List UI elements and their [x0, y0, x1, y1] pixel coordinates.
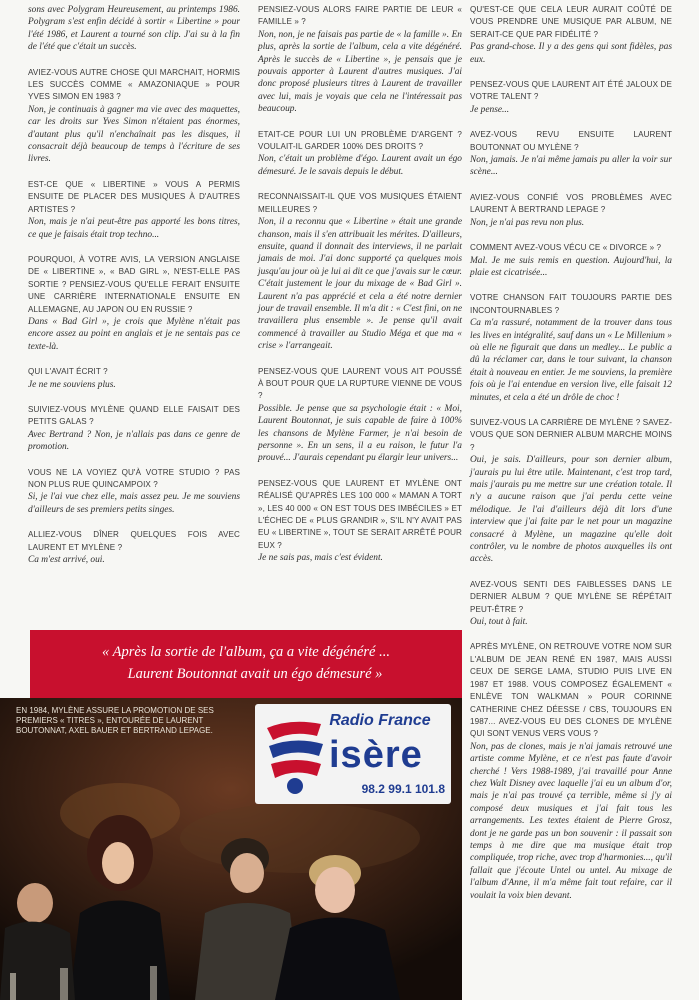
qa-block [258, 4, 462, 116]
interview-answer: Dans « Bad Girl », je crois que Mylène n'était pas encore assez au point en anglais et je ne sentais pas ce texte-là. [28, 316, 240, 352]
interview-question: SUIVIEZ-VOUS MYLÈNE QUAND ELLE FAISAIT DES PETITS GALAS ? [28, 404, 240, 427]
sign-frequencies: 98.2 99.1 101.8 [361, 782, 445, 796]
qa-block [470, 641, 672, 902]
qa-block [470, 4, 672, 66]
column-middle [258, 4, 462, 578]
radio-sign [255, 704, 451, 804]
interview-question: VOUS NE LA VOYIEZ QU'À VOTRE STUDIO ? PAS NON PLUS RUE QUINCAMPOIX ? [28, 467, 240, 489]
qa-block [470, 192, 672, 229]
pull-quote-line: « Après la sortie de l'album, ça a vite dégénéré ... [102, 644, 390, 660]
interview-answer: Ca m'a rassuré, notamment de la trouver dans tous les lives en intégralité, sauf dans un « Le Millenium » où elle ne figurait que dans un medley... Le public a dû la réclamer car, dans le tour suivant, la chanson était à nouveau en entier. Je me souviens, la première fois où je l'ai entendue en version live, elle faisait 12 minutes, et cela a été un drôle de choc ! [470, 318, 672, 403]
qa-block [28, 254, 240, 353]
interview-question: PENSIEZ-VOUS ALORS FAIRE PARTIE DE LEUR « FAMILLE » ? [258, 5, 462, 27]
interview-answer: Je pense... [470, 104, 510, 115]
interview-question: AVEZ-VOUS REVU ENSUITE LAURENT BOUTONNAT OU MYLÈNE ? [470, 130, 672, 152]
qa-block [470, 79, 672, 116]
qa-block [28, 404, 240, 454]
intro-paragraph: sons avec Polygram Heureusement, au printemps 1986. Polygram s'est enfin décidé à sortir « Libertine » pour l'été 1986, et Laurent a tourné son clip. J'ai su à la fin de l'été que c'était un succès. [28, 5, 240, 53]
interview-question: AVIEZ-VOUS CONFIÉ VOS PROBLÈMES AVEC LAURENT À BERTRAND LEPAGE ? [470, 192, 672, 215]
qa-block [470, 129, 672, 179]
interview-question: COMMENT AVEZ-VOUS VÉCU CE « DIVORCE » ? [470, 243, 662, 253]
interview-question: AVEZ-VOUS SENTI DES FAIBLESSES DANS LE DERNIER ALBUM ? QUE MYLÈNE SE RÉPÉTAIT PEUT-ÊTRE ? [470, 579, 672, 614]
interview-answer: Non, pas de clones, mais je n'ai jamais retrouvé une artiste comme Mylène, et ce n'est pas faute d'avoir cherché ! Vers 1988-1989, j'ai travaillé pour Anne chez Walt Disney avec laquelle j'ai eu un album d'or, mais je n'ai pas trouvé ça terrible, même si j'y ai composé deux musiques et j'ai fait tous les arrangements. Les textes étaient de Pierre Grosz, dont je ne garde pas un bon souvenir : il passait son temps à me dire que ma musique était trop compliquée, trop riche, avec trop d'harmonies..., qu'il fallait que j'écoute Untel ou untel. Au mixage de l'album d'Anne, il m'a même fait tout refaire, car il voulait la voix bien devant. [470, 741, 672, 901]
column-left [28, 4, 240, 579]
interview-answer: Si, je l'ai vue chez elle, mais assez peu. Je me souviens d'ailleurs de ses premiers petits singes. [28, 492, 240, 515]
column-right [470, 4, 672, 915]
interview-answer: Non, je n'ai pas revu non plus. [470, 217, 585, 228]
qa-block [470, 242, 672, 279]
qa-block [28, 467, 240, 517]
interview-answer: Non, je continuais à gagner ma vie avec des maquettes, car les droits sur Yves Simon n'étaient pas énormes, d'autant plus qu'il n'enchaînait pas les disques, il consacrait déjà beaucoup de temps à l'écriture de ses livres. [28, 104, 240, 165]
interview-question: SUIVEZ-VOUS LA CARRIÈRE DE MYLÈNE ? SAVEZ-VOUS QUE SON DERNIER ALBUM MARCHE MOINS ? [470, 417, 672, 452]
interview-question: QUI L'AVAIT ÉCRIT ? [28, 367, 108, 377]
sign-station: isère [329, 734, 423, 776]
interview-question: PENSEZ-VOUS QUE LAURENT ET MYLÈNE ONT RÉALISÉ QU'APRÈS LES 100 000 « MAMAN A TORT », LES 40 000 « ON EST TOUS DES IMBÉCILES » ET L'ÉCHEC DE « PLUS GRANDIR », S'IL N'Y AVAIT PAS EU « LIBERTINE », TOUT SE SERAIT ARRÊTÉ POUR EUX ? [258, 478, 462, 550]
pull-quote-line: Laurent Boutonnat avait un égo démesuré » [127, 666, 383, 682]
interview-question: VOTRE CHANSON FAIT TOUJOURS PARTIE DES INCONTOURNABLES ? [470, 293, 672, 315]
qa-block [258, 478, 462, 565]
interview-answer: Pas grand-chose. Il y a des gens qui sont fidèles, pas eux. [470, 42, 672, 65]
interview-question: AVIEZ-VOUS AUTRE CHOSE QUI MARCHAIT, HORMIS LES SUCCÈS COMME « AMAZONIAQUE » POUR YVES SIMON EN 1983 ? [28, 67, 240, 102]
interview-question: RECONNAISSAIT-IL QUE VOS MUSIQUES ÉTAIENT MEILLEURES ? [258, 192, 462, 214]
interview-answer: Mal. Je me suis remis en question. Aujourd'hui, la plaie est cicatrisée... [470, 255, 672, 278]
interview-question: ALLIEZ-VOUS DÎNER QUELQUES FOIS AVEC LAURENT ET MYLÈNE ? [28, 530, 240, 552]
qa-block [470, 579, 672, 629]
pull-quote [30, 630, 462, 698]
qa-block [258, 366, 462, 465]
concert-photo [0, 698, 462, 1000]
qa-block [470, 417, 672, 566]
interview-question: QU'EST-CE QUE CELA LEUR AURAIT COÛTÉ DE VOUS PRENDRE UNE MUSIQUE PAR ALBUM, NE SERAIT-CE QUE PAR FIDÉLITÉ ? [470, 5, 672, 39]
interview-answer: Ca m'est arrivé, oui. [28, 555, 105, 566]
qa-block [258, 129, 462, 179]
interview-question: ETAIT-CE POUR LUI UN PROBLÈME D'ARGENT ? VOULAIT-IL GARDER 100% DES DROITS ? [258, 129, 462, 152]
interview-answer: Possible. Je pense que sa psychologie était : « Moi, Laurent Boutonnat, je suis capable de faire à 100% les chansons de Mylène Farmer, je n'ai besoin de personne ». En un sens, il a eu raison, le futur l'a prouvé... J'aurais cependant pu élargir leur univers... [258, 403, 462, 464]
interview-question: PENSEZ-VOUS QUE LAURENT VOUS AIT POUSSÉ À BOUT POUR QUE LA RUPTURE VIENNE DE VOUS ? [258, 366, 462, 401]
interview-answer: Non, c'était un problème d'égo. Laurent avait un égo démesuré. Je le savais depuis le début. [258, 154, 462, 177]
interview-question: POURQUOI, À VOTRE AVIS, LA VERSION ANGLAISE DE « LIBERTINE », « BAD GIRL », N'EST-ELLE PAS SORTIE ? PENSIEZ-VOUS QU'ELLE FERAIT ENSUITE UNE CARRIÈRE INTERNATIONALE ENSUITE EN ALLEMAGNE, AU JAPON OU EN RUSSIE ? [28, 254, 240, 314]
qa-block [470, 292, 672, 404]
interview-question: PENSEZ-VOUS QUE LAURENT AIT ÉTÉ JALOUX DE VOTRE TALENT ? [470, 80, 672, 102]
interview-answer: Oui, je sais. D'ailleurs, pour son dernier album, j'aurais pu lui être utile. Maintenant, c'est trop tard, mais j'aurais pu me mettre sur une création totale. Il n'y a aucune raison que j'ai perdu cette veine mélodique. Je l'ai d'ailleurs déjà dit lors d'une interview que j'ai faite par le net pour un magazine consacré à Mylène, un magazine qu'elle doit contrôler, vu le nombre de photos auxquelles ils ont accès. [470, 455, 672, 565]
interview-question: EST-CE QUE « LIBERTINE » VOUS A PERMIS ENSUITE DE PLACER DES MUSIQUES À D'AUTRES ARTISTES ? [28, 179, 240, 214]
interview-question: APRÈS MYLÈNE, ON RETROUVE VOTRE NOM SUR L'ALBUM DE JEAN RENÉ EN 1987, MAIS AUSSI CEUX DE SERGE LAMA, STUDIO PUIS LIVE EN 1987 ET 1988. VOUS COMPOSEZ ÉGALEMENT « ENLÈVE TON WALKMAN » POUR CORINNE CATHERINE CHEZ DÉESSE / CBS, TOUJOURS EN 1987... AVEZ-VOUS EU DES CLONES DE MYLÈNE QUI SONT VENUS VERS VOUS ? [470, 642, 672, 739]
interview-answer: Non, non, je ne faisais pas partie de « la famille ». En plus, après la sortie de l'album, cela a vite dégénéré. Après le succès de « Libertine », je pensais que je pouvais apporter à Laurent d'autres musiques. J'ai donc proposé plusieurs titres à Laurent de travailler avec lui, mais je voyais que cela ne l'intéressait pas beaucoup. [258, 29, 462, 115]
interview-answer: Non, jamais. Je n'ai même jamais pu aller la voir sur scène... [470, 155, 672, 178]
interview-answer: Non, il a reconnu que « Libertine » était une grande chanson, mais il s'en attribuait les mérites. D'ailleurs, ensuite, quand il donnait des interviews, il ne parlait jamais de moi. J'ai donc supporté ça quelques mois jusqu'au jour où je lui ai dit ce que j'avais sur le cœur. C'était justement le jour du mixage de « Bad Girl ». Laurent n'a pas apprécié et cela a été notre dernier jour de travail ensemble. Il m'a dit : « C'est fini, on ne travaillera plus ensemble ». Je pense qu'il avait commencé à travailler au Studio Méga et que ma « crise » l'arrangeait. [258, 217, 462, 352]
qa-block [28, 67, 240, 166]
qa-block [258, 191, 462, 352]
qa-block [28, 529, 240, 566]
interview-answer: Oui, tout à fait. [470, 617, 528, 628]
photo-caption: EN 1984, MYLÈNE ASSURE LA PROMOTION DE SES PREMIERS « TITRES », ENTOURÉE DE LAURENT BOUTONNAT, AXEL BAUER ET BERTRAND LEPAGE. [16, 706, 214, 735]
qa-block [28, 179, 240, 241]
interview-answer: Je ne sais pas, mais c'est évident. [258, 553, 383, 564]
interview-answer: Non, mais je n'ai peut-être pas apporté les bons titres, ce que je faisais était trop techno... [28, 217, 240, 240]
interview-answer: Avec Bertrand ? Non, je n'allais pas dans ce genre de promotion. [28, 429, 240, 453]
sign-title: Radio France [329, 712, 431, 729]
qa-block [28, 366, 240, 391]
interview-answer: Je ne me souviens plus. [28, 379, 116, 390]
